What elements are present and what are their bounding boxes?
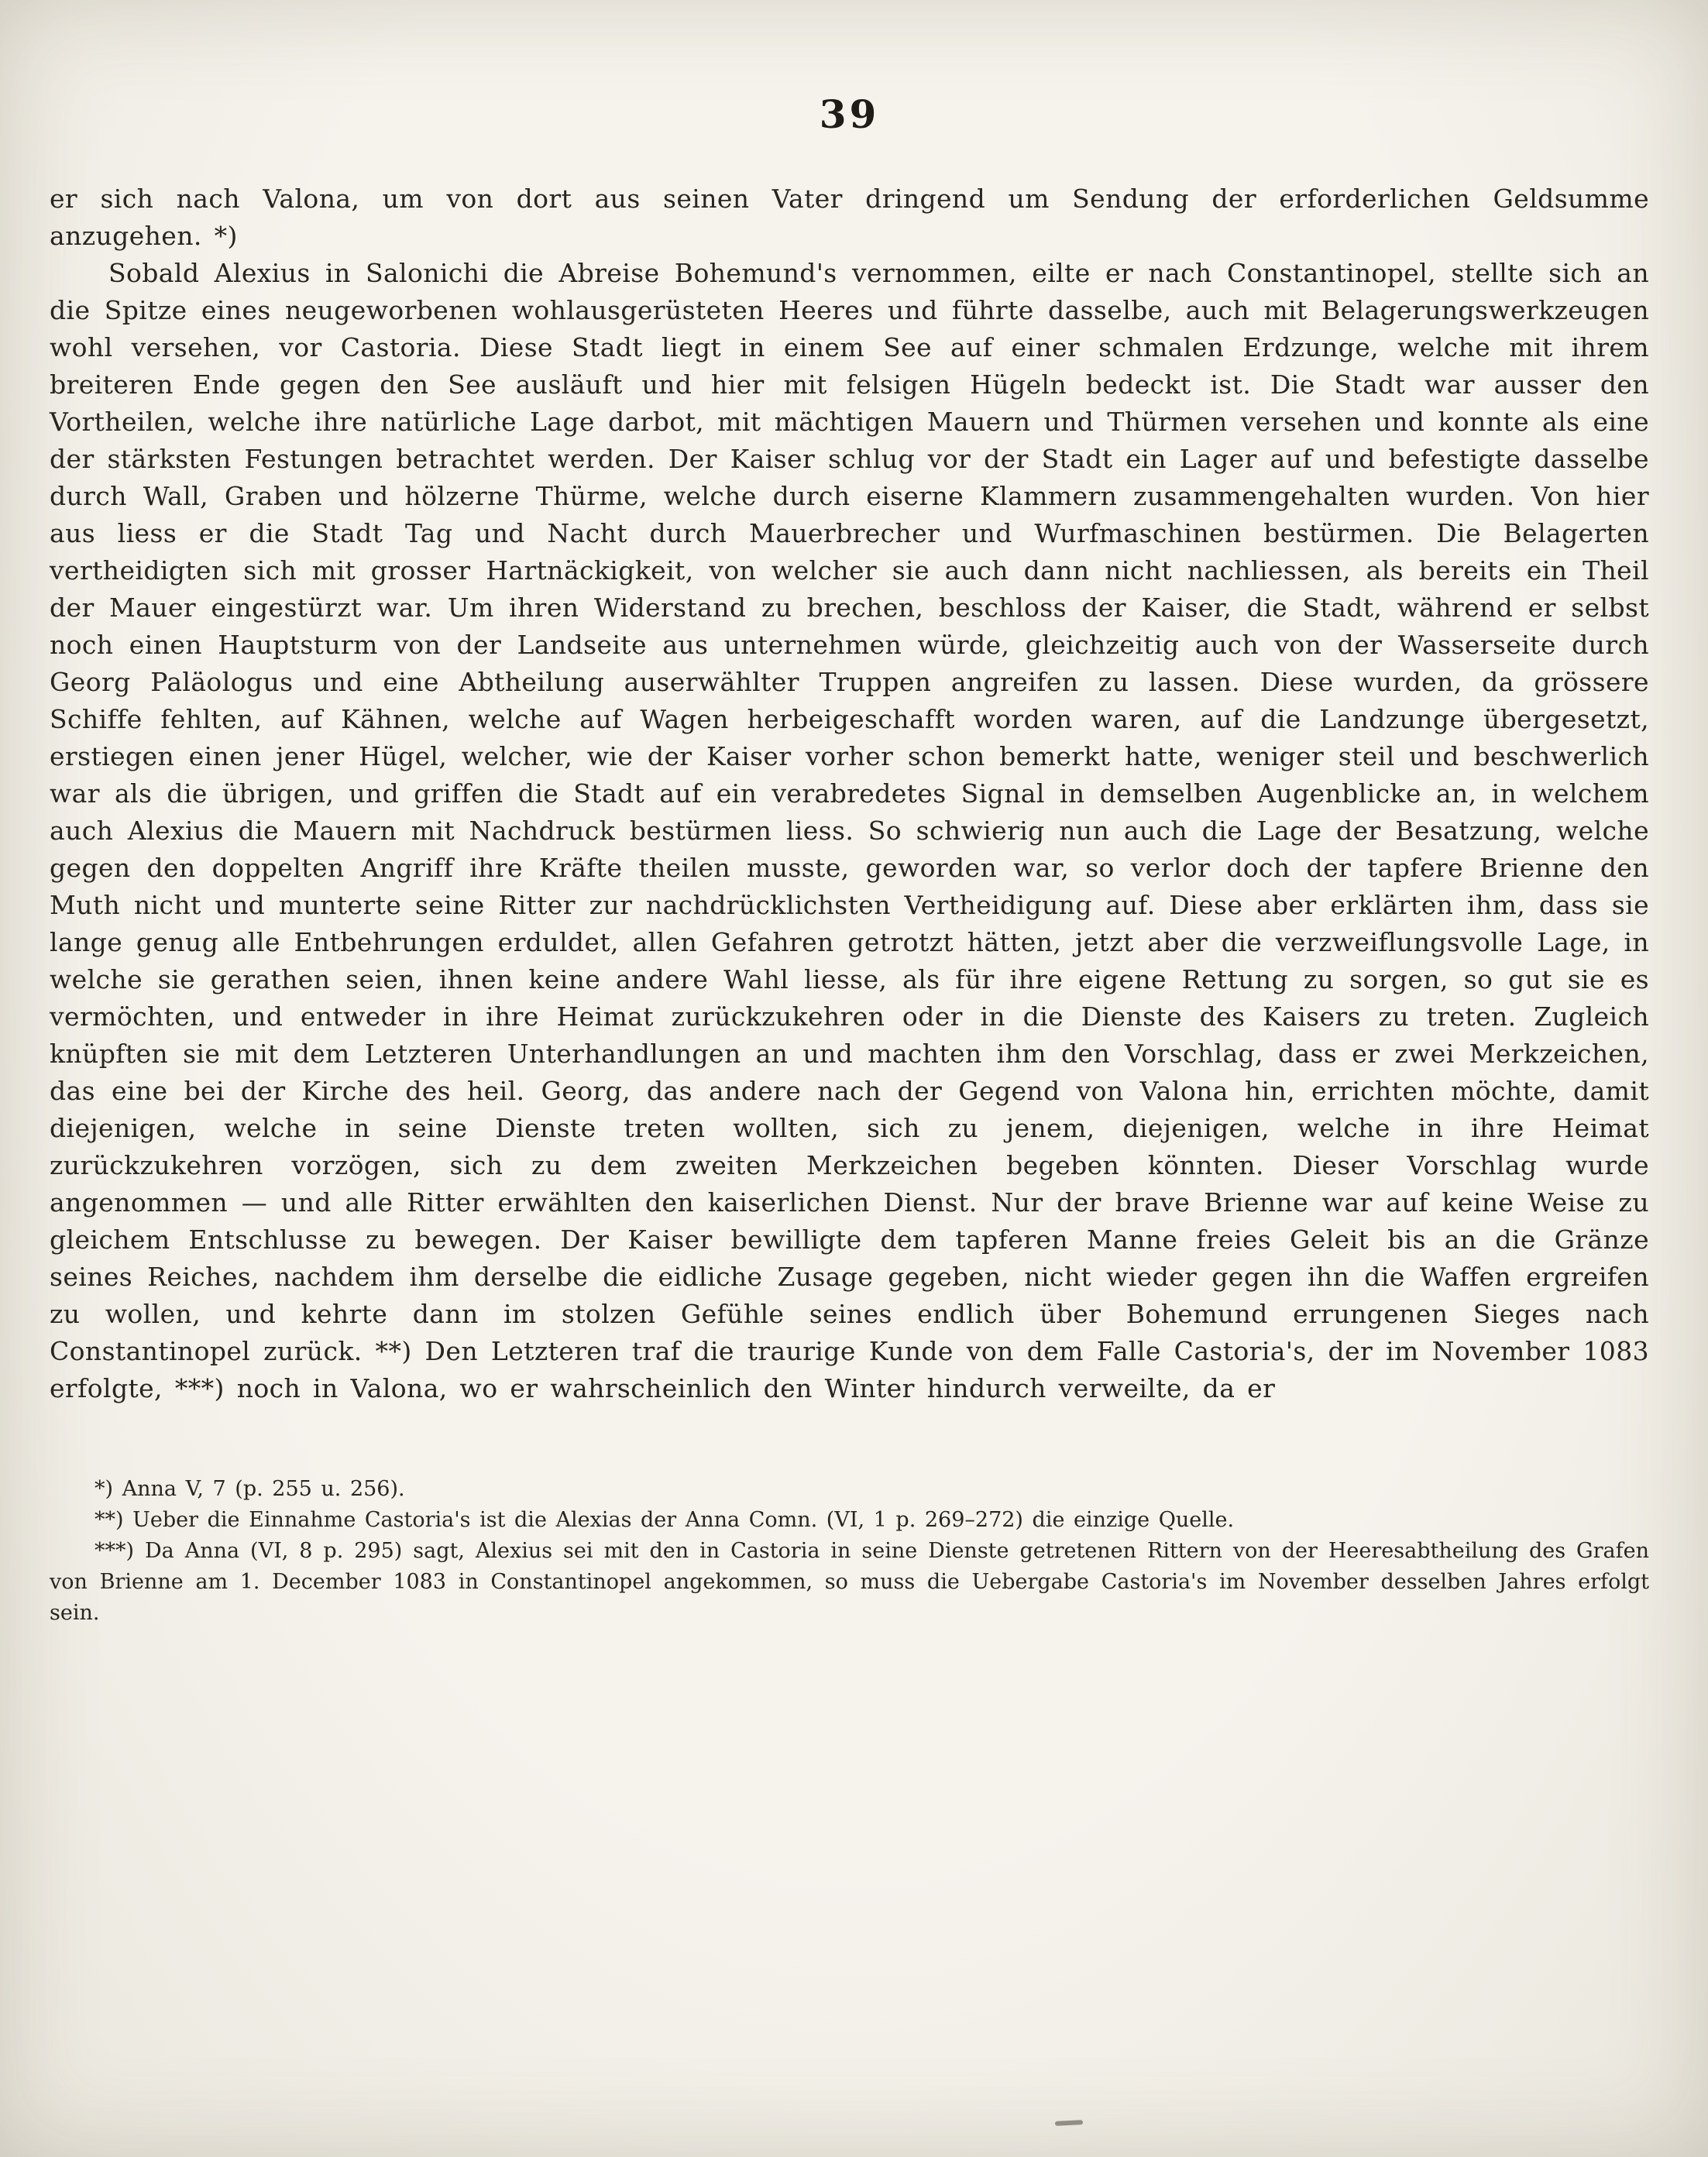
main-text [50, 180, 1649, 1407]
paragraph: Sobald Alexius in Salonichi die Abreise Bohemund's vernommen, eilte er nach Constantinopel, stellte sich an die Spitze eines neugeworbenen wohlausgerüsteten Heeres und führte dasselbe, auch mit Belagerungswerkzeugen wohl versehen, vor Castoria. Diese Stadt liegt in einem See auf einer schmalen Erdzunge, welche mit ihrem breiteren Ende gegen den See ausläuft und hier mit felsigen Hügeln bedeckt ist. Die Stadt war ausser den Vortheilen, welche ihre natürliche Lage darbot, mit mächtigen Mauern und Thürmen versehen und konnte als eine der stärksten Festungen betrachtet werden. Der Kaiser schlug vor der Stadt ein Lager auf und befestigte dasselbe durch Wall, Graben und hölzerne Thürme, welche durch eiserne Klammern zusammengehalten wurden. Von hier aus liess er die Stadt Tag und Nacht durch Mauerbrecher und Wurfmaschinen bestürmen. Die Belagerten vertheidigten sich mit grosser Hartnäckigkeit, von welcher sie auch dann nicht nachliessen, als bereits ein Theil der Mauer eingestürzt war. Um ihren Widerstand zu brechen, beschloss der Kaiser, die Stadt, während er selbst noch einen Hauptsturm von der Landseite aus unternehmen würde, gleichzeitig auch von der Wasserseite durch Georg Paläologus und eine Abtheilung auserwählter Truppen angreifen zu lassen. Diese wurden, da grössere Schiffe fehlten, auf Kähnen, welche auf Wagen herbeigeschafft worden waren, auf die Landzunge übergesetzt, erstiegen einen jener Hügel, welcher, wie der Kaiser vorher schon bemerkt hatte, weniger steil und beschwerlich war als die übrigen, und griffen die Stadt auf ein verabredetes Signal in demselben Augenblicke an, in welchem auch Alexius die Mauern mit Nachdruck bestürmen liess. So schwierig nun auch die Lage der Besatzung, welche gegen den doppelten Angriff ihre Kräfte theilen musste, geworden war, so verlor doch der tapfere Brienne den Muth nicht und munterte seine Ritter zur nachdrücklichsten Vertheidigung auf. Diese aber erklärten ihm, dass sie lange genug alle Entbehrungen erduldet, allen Gefahren getrotzt hätten, jetzt aber die verzweiflungsvolle Lage, in welche sie gerathen seien, ihnen keine andere Wahl liesse, als für ihre eigene Rettung zu sorgen, so gut sie es vermöchten, und entweder in ihre Heimat zurückzukehren oder in die Dienste des Kaisers zu treten. Zugleich knüpften sie mit dem Letzteren Unterhandlungen an und machten ihm den Vorschlag, dass er zwei Merkzeichen, das eine bei der Kirche des heil. Georg, das andere nach der Gegend von Valona hin, errichten möchte, damit diejenigen, welche in seine Dienste treten wollten, sich zu jenem, diejenigen, welche in ihre Heimat zurückzukehren vorzögen, sich zu dem zweiten Merkzeichen begeben könnten. Dieser Vorschlag wurde angenommen — und alle Ritter erwählten den kaiserlichen Dienst. Nur der brave Brienne war auf keine Weise zu gleichem Entschlusse zu bewegen. Der Kaiser bewilligte dem tapferen Manne freies Geleit bis an die Gränze seines Reiches, nachdem ihm derselbe die eidliche Zusage gegeben, nicht wieder gegen ihn die Waffen ergreifen zu wollen, und kehrte dann im stolzen Gefühle seines endlich über Bohemund errungenen Sieges nach Constantinopel zurück. **) Den Letzteren traf die traurige Kunde von dem Falle Castoria's, der im November 1083 erfolgte, ***) noch in Valona, wo er wahrscheinlich den Winter hindurch verweilte, da er [50, 258, 1649, 1403]
footnotes [50, 1474, 1649, 1629]
footnote [50, 1536, 1649, 1629]
page-number: 39 [819, 91, 880, 137]
footnote-marker: *) [95, 1477, 114, 1501]
scan-smudge-mark [1055, 2120, 1083, 2126]
footnote-marker: **) [95, 1508, 124, 1532]
footnote [50, 1505, 1649, 1536]
paragraph-continuation: er sich nach Valona, um von dort aus seinen Vater dringend um Sendung der erforderlichen Geldsumme anzugehen. *) [50, 184, 1649, 251]
footnote-marker: ***) [95, 1539, 135, 1563]
footnote [50, 1474, 1649, 1505]
footnote-text: Da Anna (VI, 8 p. 295) sagt, Alexius sei mit den in Castoria in seine Dienste getretenen Rittern von der Heeresabtheilung des Grafen von Brienne am 1. December 1083 in Constantinopel angekommen, so muss die Uebergabe Castoria's im November desselben Jahres erfolgt sein. [50, 1539, 1649, 1625]
footnote-text: Ueber die Einnahme Castoria's ist die Alexias der Anna Comn. (VI, 1 p. 269–272) die einzige Quelle. [132, 1508, 1235, 1532]
footnote-text: Anna V, 7 (p. 255 u. 256). [122, 1477, 405, 1501]
